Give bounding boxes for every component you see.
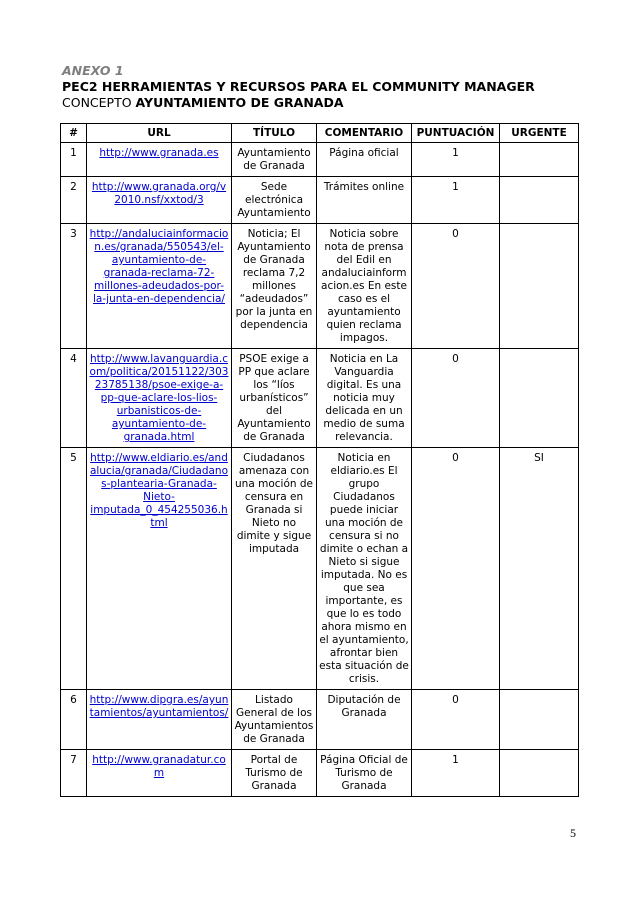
row-number: 6 xyxy=(61,690,87,750)
urgente-cell xyxy=(500,690,579,750)
table-row xyxy=(61,224,579,349)
table-row xyxy=(61,143,579,177)
titulo-cell: Sede electrónica Ayuntamiento xyxy=(232,177,317,224)
document-header xyxy=(62,63,582,111)
urgente-cell xyxy=(500,177,579,224)
url-link[interactable]: http://www.dipgra.es/ayuntamientos/ayuntamientos/ xyxy=(89,694,229,719)
url-link[interactable]: http://www.granadatur.com xyxy=(92,754,226,779)
row-number: 5 xyxy=(61,448,87,690)
col-header-puntuacion: PUNTUACIÓN xyxy=(412,124,500,143)
urgente-cell xyxy=(500,750,579,797)
titulo-cell: Ayuntamiento de Granada xyxy=(232,143,317,177)
concept-value: AYUNTAMIENTO DE GRANADA xyxy=(135,95,344,110)
concept-prefix: CONCEPTO xyxy=(62,95,132,110)
puntuacion-cell: 0 xyxy=(412,349,500,448)
url-cell xyxy=(87,349,232,448)
puntuacion-cell: 1 xyxy=(412,143,500,177)
urgente-cell xyxy=(500,349,579,448)
col-header-titulo: TÍTULO xyxy=(232,124,317,143)
titulo-cell: Listado General de los Ayuntamientos de Granada xyxy=(232,690,317,750)
urgente-cell: SI xyxy=(500,448,579,690)
urgente-cell xyxy=(500,143,579,177)
col-header-num: # xyxy=(61,124,87,143)
table-header-row xyxy=(61,124,579,143)
comentario-cell: Página Oficial de Turismo de Granada xyxy=(317,750,412,797)
puntuacion-cell: 1 xyxy=(412,177,500,224)
document-title: PEC2 HERRAMIENTAS Y RECURSOS PARA EL COMMUNITY MANAGER xyxy=(62,79,535,94)
url-link[interactable]: http://www.lavanguardia.com/politica/20151122/30323785138/psoe-exige-a-pp-que-aclare-los-lios-urbanisticos-de-ayuntamiento-de-granada.html xyxy=(89,353,229,443)
url-link[interactable]: http://www.granada.es xyxy=(99,147,219,159)
url-cell xyxy=(87,177,232,224)
url-cell xyxy=(87,690,232,750)
url-link[interactable]: http://www.eldiario.es/andalucia/granada/Ciudadanos-plantearia-Granada-Nieto-imputada_0_454255036.html xyxy=(90,452,228,529)
row-number: 4 xyxy=(61,349,87,448)
comentario-cell: Noticia en La Vanguardia digital. Es una noticia muy delicada en un medio de suma relevancia. xyxy=(317,349,412,448)
row-number: 1 xyxy=(61,143,87,177)
titulo-cell: PSOE exige a PP que aclare los “líos urbanísticos” del Ayuntamiento de Granada xyxy=(232,349,317,448)
col-header-comentario: COMENTARIO xyxy=(317,124,412,143)
puntuacion-cell: 1 xyxy=(412,750,500,797)
titulo-cell: Noticia; El Ayuntamiento de Granada reclama 7,2 millones “adeudados” por la junta en dependencia xyxy=(232,224,317,349)
row-number: 7 xyxy=(61,750,87,797)
comentario-cell: Diputación de Granada xyxy=(317,690,412,750)
table-row xyxy=(61,750,579,797)
comentario-cell: Noticia en eldiario.es El grupo Ciudadanos puede iniciar una moción de censura si no dimite o echan a Nieto si sigue imputada. No es que sea importante, es que lo es todo ahora mismo en el ayuntamiento, afrontar bien esta situación de crisis. xyxy=(317,448,412,690)
urgente-cell xyxy=(500,224,579,349)
url-cell xyxy=(87,143,232,177)
resources-table xyxy=(60,123,579,797)
puntuacion-cell: 0 xyxy=(412,448,500,690)
url-cell xyxy=(87,750,232,797)
table-row xyxy=(61,177,579,224)
puntuacion-cell: 0 xyxy=(412,224,500,349)
comentario-cell: Trámites online xyxy=(317,177,412,224)
url-link[interactable]: http://andaluciainformacion.es/granada/550543/el-ayuntamiento-de-granada-reclama-72-millones-adeudados-por-la-junta-en-dependencia/ xyxy=(89,228,229,305)
titulo-cell: Ciudadanos amenaza con una moción de censura en Granada si Nieto no dimite y sigue imputada xyxy=(232,448,317,690)
url-cell xyxy=(87,224,232,349)
col-header-urgente: URGENTE xyxy=(500,124,579,143)
comentario-cell: Página oficial xyxy=(317,143,412,177)
table-row xyxy=(61,448,579,690)
annex-label: ANEXO 1 xyxy=(62,63,124,78)
table-row xyxy=(61,349,579,448)
row-number: 3 xyxy=(61,224,87,349)
titulo-cell: Portal de Turismo de Granada xyxy=(232,750,317,797)
url-cell xyxy=(87,448,232,690)
comentario-cell: Noticia sobre nota de prensa del Edil en andaluciainformacion.es En este caso es el ayuntamiento quien reclama impagos. xyxy=(317,224,412,349)
row-number: 2 xyxy=(61,177,87,224)
col-header-url: URL xyxy=(87,124,232,143)
page-number: 5 xyxy=(570,826,576,840)
concept-line xyxy=(62,95,582,111)
puntuacion-cell: 0 xyxy=(412,690,500,750)
url-link[interactable]: http://www.granada.org/v2010.nsf/xxtod/3 xyxy=(91,181,227,206)
table-row xyxy=(61,690,579,750)
